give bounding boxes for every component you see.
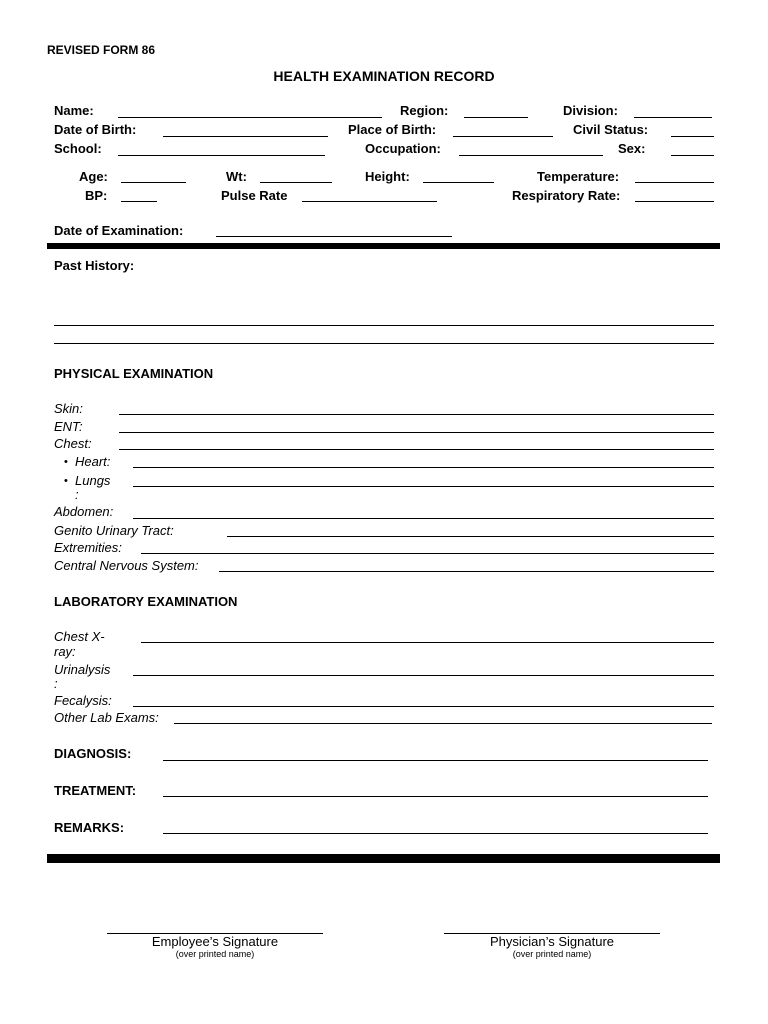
- civil-status-field[interactable]: [671, 136, 714, 137]
- lab-exam-heading: LABORATORY EXAMINATION: [54, 594, 238, 609]
- lungs-field[interactable]: [133, 486, 714, 487]
- physician-signature-sub: (over printed name): [512, 949, 592, 959]
- bp-label: BP:: [85, 188, 108, 203]
- past-history-label: Past History:: [54, 258, 135, 273]
- age-field[interactable]: [121, 182, 186, 183]
- height-field[interactable]: [423, 182, 494, 183]
- dob-label: Date of Birth:: [54, 122, 137, 137]
- respiratory-rate-label: Respiratory Rate:: [512, 188, 621, 203]
- school-field[interactable]: [118, 155, 325, 156]
- pulse-rate-field[interactable]: [302, 201, 437, 202]
- urinalysis-field[interactable]: [133, 675, 714, 676]
- temperature-label: Temperature:: [537, 169, 620, 184]
- extremities-field[interactable]: [141, 553, 714, 554]
- physician-signature-label: Physician’s Signature: [489, 934, 615, 949]
- diagnosis-label: DIAGNOSIS:: [54, 746, 132, 761]
- heart-label: Heart:: [75, 454, 111, 469]
- division-field[interactable]: [634, 117, 712, 118]
- pob-label: Place of Birth:: [348, 122, 437, 137]
- ent-field[interactable]: [119, 432, 714, 433]
- name-field[interactable]: [118, 117, 382, 118]
- fecalysis-label: Fecalysis:: [54, 693, 112, 708]
- lungs-label: Lungs: [75, 473, 111, 488]
- abdomen-field[interactable]: [133, 518, 714, 519]
- heart-field[interactable]: [133, 467, 714, 468]
- employee-signature-label: Employee’s Signature: [151, 934, 279, 949]
- bullet-icon: •: [64, 475, 68, 487]
- cns-field[interactable]: [219, 571, 714, 572]
- age-label: Age:: [79, 169, 108, 184]
- pulse-rate-label: Pulse Rate: [221, 188, 288, 203]
- bp-field[interactable]: [121, 201, 157, 202]
- other-lab-label: Other Lab Exams:: [54, 710, 159, 725]
- region-label: Region:: [400, 103, 449, 118]
- treatment-label: TREATMENT:: [54, 783, 137, 798]
- division-label: Division:: [563, 103, 618, 118]
- sex-label: Sex:: [618, 141, 646, 156]
- date-exam-label: Date of Examination:: [54, 223, 184, 238]
- date-exam-field[interactable]: [216, 236, 452, 237]
- name-label: Name:: [54, 103, 94, 118]
- genito-urinary-label: Genito Urinary Tract:: [54, 523, 174, 538]
- page-title: HEALTH EXAMINATION RECORD: [273, 68, 495, 84]
- fecalysis-field[interactable]: [133, 706, 714, 707]
- treatment-field[interactable]: [163, 796, 708, 797]
- past-history-line-2[interactable]: [54, 343, 714, 344]
- occupation-label: Occupation:: [365, 141, 441, 156]
- school-label: School:: [54, 141, 102, 156]
- civil-status-label: Civil Status:: [573, 122, 649, 137]
- ent-label: ENT:: [54, 419, 83, 434]
- bullet-icon: •: [64, 456, 68, 468]
- chest-field[interactable]: [119, 449, 714, 450]
- chest-label: Chest:: [54, 436, 92, 451]
- abdomen-label: Abdomen:: [54, 504, 114, 519]
- temperature-field[interactable]: [635, 182, 714, 183]
- other-lab-field[interactable]: [174, 723, 712, 724]
- genito-urinary-field[interactable]: [227, 536, 714, 537]
- region-field[interactable]: [464, 117, 528, 118]
- form-number: REVISED FORM 86: [47, 43, 156, 57]
- pob-field[interactable]: [453, 136, 553, 137]
- footer-divider: [47, 854, 720, 863]
- diagnosis-field[interactable]: [163, 760, 708, 761]
- occupation-field[interactable]: [459, 155, 603, 156]
- height-label: Height:: [365, 169, 410, 184]
- respiratory-rate-field[interactable]: [635, 201, 714, 202]
- extremities-label: Extremities:: [54, 540, 122, 555]
- physical-exam-heading: PHYSICAL EXAMINATION: [54, 366, 214, 381]
- section-divider: [47, 243, 720, 249]
- chest-xray-field[interactable]: [141, 642, 714, 643]
- wt-field[interactable]: [260, 182, 332, 183]
- dob-field[interactable]: [163, 136, 328, 137]
- past-history-line-1[interactable]: [54, 325, 714, 326]
- employee-signature-sub: (over printed name): [175, 949, 255, 959]
- cns-label: Central Nervous System:: [54, 558, 199, 573]
- chest-xray-label: Chest X-: [54, 629, 105, 644]
- sex-field[interactable]: [671, 155, 714, 156]
- skin-field[interactable]: [119, 414, 714, 415]
- remarks-label: REMARKS:: [54, 820, 125, 835]
- wt-label: Wt:: [226, 169, 247, 184]
- lungs-colon: :: [75, 487, 79, 502]
- urinalysis-colon: :: [54, 676, 58, 691]
- skin-label: Skin:: [54, 401, 83, 416]
- urinalysis-label: Urinalysis: [54, 662, 111, 677]
- remarks-field[interactable]: [163, 833, 708, 834]
- chest-xray-label-cont: ray:: [54, 644, 76, 659]
